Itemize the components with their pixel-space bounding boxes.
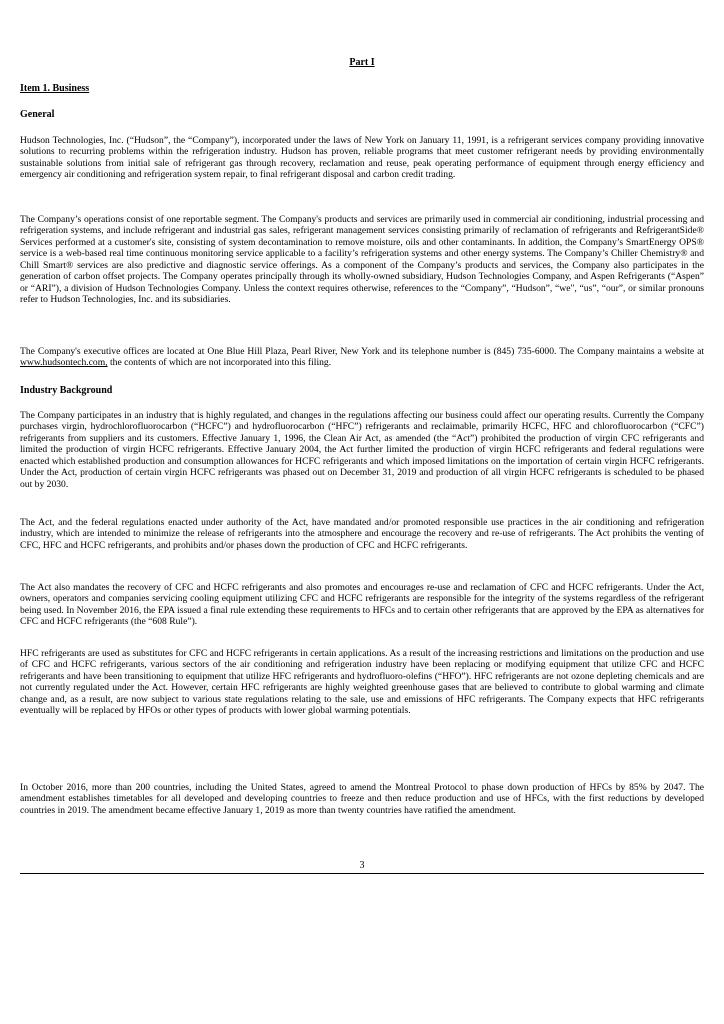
item-title: Item 1. Business (20, 83, 90, 94)
general-heading: General (20, 109, 55, 120)
industry-paragraph-2: The Act, and the federal regulations enacted under authority of the Act, have mandated and/or promoted responsible use practices in the air conditioning and refrigeration industry, which are intended to minimize the release of refrigerants into the atmosphere and encourage the recovery and re-use of refrigerants. The Act prohibits the venting of CFC, HFC and HCFC refrigerants, and prohibits and/or phases down the production of CFC and HCFC refrigerants. (20, 517, 704, 551)
industry-paragraph-3: The Act also mandates the recovery of CFC and HCFC refrigerants and also promotes and encourages re-use and reclamation of CFC and HCFC refrigerants. Under the Act, owners, operators and companies servicing cooling equipment utilizing CFC and HCFC refrigerants are responsible for the integrity of the systems regardless of the refrigerant being used. In November 2016, the EPA issued a final rule extending these requirements to HFCs and to certain other refrigerants that are approved by the EPA as alternatives for CFC and HCFC refrigerants (the “608 Rule”). (20, 582, 704, 628)
page-number: 3 (359, 860, 365, 871)
general-paragraph-2: The Company’s operations consist of one reportable segment. The Company's products and services are primarily used in commercial air conditioning, industrial processing and refrigeration systems, and include refrigerant and industrial gas sales, refrigerant management services consisting primarily of reclamation of refrigerants and RefrigerantSide® Services performed at a customer's site, consisting of system decontamination to remove moisture, oils and other contaminants. In addition, the Company’s SmartEnergy OPS® service is a web-based real time continuous monitoring service applicable to a facility’s refrigeration systems and other energy systems. The Company’s Chiller Chemistry® and Chill Smart® services are also predictive and diagnostic service offerings. As a component of the Company’s products and services, the Company also participates in the generation of carbon offset projects. The Company operates principally through its wholly-owned subsidiary, Hudson Technologies Company, and Aspen Refrigerants (“Aspen” or “ARI”), a division of Hudson Technologies Company. Unless the context requires otherwise, references to the “Company”, “Hudson”, “we", “us”, “our”, or similar pronouns refer to Hudson Technologies, Inc. and its subsidiaries. (20, 214, 704, 306)
general-paragraph-3 (20, 346, 704, 369)
industry-paragraph-1: The Company participates in an industry that is highly regulated, and changes in the regulations affecting our business could affect our operating results. Currently the Company purchases virgin, hydrochlorofluorocarbon (“HCFC”) and hydrofluorocarbon (“HFC”) refrigerants and reclaimable, primarily HCFC, HFC and chlorofluorocarbon (“CFC”) refrigerants from suppliers and its customers. Effective January 1, 1996, the Clean Air Act, as amended (the “Act”) prohibited the production of virgin CFC refrigerants and limited the production of virgin HCFC refrigerants. Effective January 2004, the Act further limited the production of virgin HCFC refrigerants and federal regulations were enacted which established production and consumption allowances for HCFC refrigerants and which imposed limitations on the importation of certain virgin HCFC refrigerants. Under the Act, production of certain virgin HCFC refrigerants was phased out on December 31, 2019 and production of all virgin HCFC refrigerants is scheduled to be phased out by 2030. (20, 410, 704, 490)
industry-paragraph-4: HFC refrigerants are used as substitutes for CFC and HCFC refrigerants in certain applications. As a result of the increasing restrictions and limitations on the production and use of CFC and HCFC refrigerants, various sectors of the air conditioning and refrigeration industry have been replacing or modifying equipment that utilize CFC and HCFC refrigerants and have been transitioning to equipment that utilize HFC refrigerants and hydrofluoro-olefins (“HFO”). HFC refrigerants are not ozone depleting chemicals and are not currently regulated under the Act. However, certain HFC refrigerants are highly weighted greenhouse gases that are believed to contribute to global warming and climate change and, as a result, are now subject to various state regulations relating to the sale, use and emissions of HFC refrigerants. The Company expects that HFC refrigerants eventually will be replaced by HFOs or other types of products with lower global warming potentials. (20, 648, 704, 717)
industry-paragraph-5: In October 2016, more than 200 countries, including the United States, agreed to amend the Montreal Protocol to phase down production of HFCs by 85% by 2047. The amendment establishes timetables for all developed and developing countries to freeze and then reduce production and use of HFCs, with the first reductions by developed countries in 2019. The amendment became effective January 1, 2019 as more than twenty countries have ratified the amendment. (20, 782, 704, 816)
website-link[interactable]: www.hudsontech.com, (20, 357, 108, 369)
paragraph-text: The Company's executive offices are located at One Blue Hill Plaza, Pearl River, New York and its telephone number is (845) 735-6000. The Company maintains a website at (20, 346, 704, 357)
industry-background-heading: Industry Background (20, 385, 113, 396)
general-paragraph-1: Hudson Technologies, Inc. (“Hudson”, the “Company”), incorporated under the laws of New York on January 11, 1991, is a refrigerant services company providing innovative solutions to recurring problems within the refrigeration industry. Hudson has proven, reliable programs that meet customer refrigerant needs by providing environmentally sustainable solutions from initial sale of refrigerant gas through recovery, reclamation and reuse, peak operating performance of equipment through energy efficiency and emergency air conditioning and refrigeration system repair, to final refrigerant disposal and carbon credit trading. (20, 135, 704, 181)
footer-divider (20, 873, 704, 874)
part-title: Part I (349, 57, 375, 68)
paragraph-text: the contents of which are not incorporated into this filing. (107, 357, 332, 369)
